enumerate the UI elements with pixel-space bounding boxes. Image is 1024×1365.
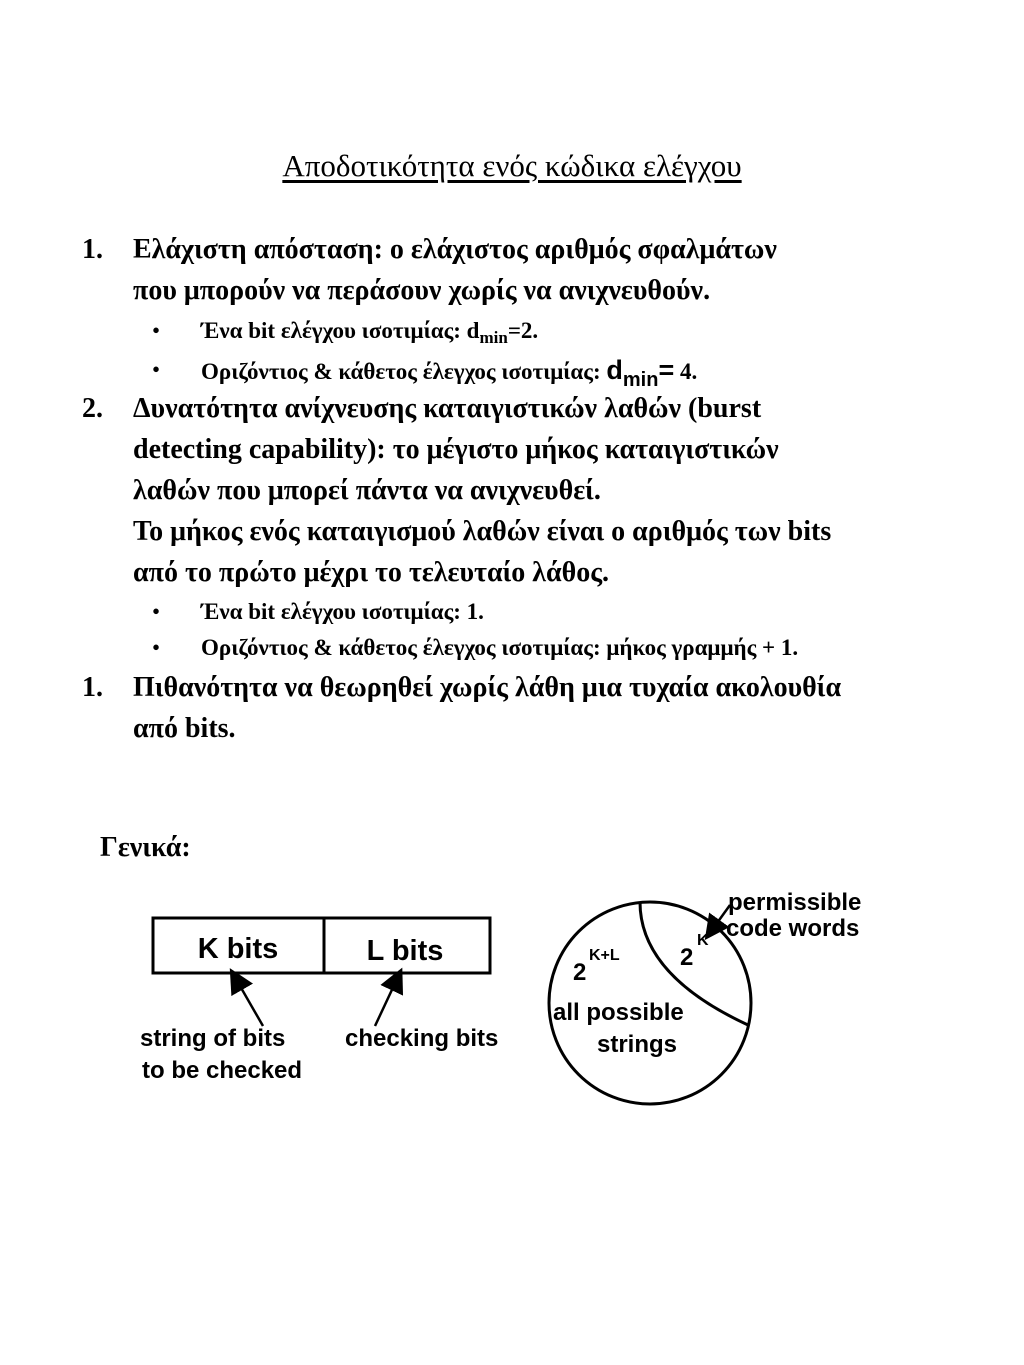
bullet-text: =2. <box>507 318 539 343</box>
item-line: Πιθανότητα να θεωρηθεί χωρίς λάθη μια τυχαία ακολουθία <box>133 672 842 703</box>
page-title: Αποδοτικότητα ενός κώδικα ελέγχου <box>282 148 742 183</box>
k-power-base: 2 <box>680 944 694 971</box>
d-symbol: d <box>606 355 623 385</box>
item-line: που μπορούν να περάσουν χωρίς να ανιχνευθούν. <box>133 275 711 306</box>
general-label: Γενικά: <box>100 832 191 863</box>
bullet-text: Οριζόντιος & κάθετος έλεγχος ισοτιμίας: <box>201 359 607 384</box>
item-line: detecting capability): το μέγιστο μήκος καταιγιστικών <box>133 434 779 465</box>
bullet-icon: • <box>152 635 161 660</box>
arrow-icon <box>375 979 397 1026</box>
bullet-text: Ένα bit ελέγχου ισοτιμίας: 1. <box>201 599 484 624</box>
item-line: Δυνατότητα ανίχνευσης καταιγιστικών λαθών (burst <box>133 393 762 424</box>
checking-bits-label: checking bits <box>345 1025 499 1052</box>
code-words-label: code words <box>726 915 860 942</box>
item-number: 1. <box>82 234 103 265</box>
item-line: από το πρώτο μέχρι το τελευταίο λάθος. <box>133 557 610 588</box>
to-be-checked-label: to be checked <box>142 1057 303 1084</box>
arrow-icon <box>236 979 263 1026</box>
permissible-label: permissible <box>728 889 862 916</box>
bullet-text: Ένα bit ελέγχου ισοτιμίας: d <box>201 318 480 343</box>
subscript: min <box>479 328 508 347</box>
item-line: Ελάχιστη απόσταση: ο ελάχιστος αριθμός σφαλμάτων <box>133 234 777 265</box>
subscript: min <box>622 369 659 391</box>
bullet-text: 4. <box>674 359 698 384</box>
k-bits-label: K bits <box>197 933 279 965</box>
bullet-icon: • <box>152 599 161 624</box>
bullet-icon: • <box>152 318 161 343</box>
item-line: λαθών που μπορεί πάντα να ανιχνευθεί. <box>133 475 601 506</box>
all-possible-label: all possible <box>553 999 684 1026</box>
item-number: 1. <box>82 672 103 703</box>
strings-label: strings <box>597 1031 678 1058</box>
equals-sign: = <box>658 355 675 385</box>
item-line: Το μήκος ενός καταιγισμού λαθών είναι ο αριθμός των bits <box>133 516 832 547</box>
l-bits-label: L bits <box>366 935 444 967</box>
bullet-icon: • <box>152 357 161 382</box>
item-line: από bits. <box>133 713 236 744</box>
k-power-exponent: K <box>697 932 709 949</box>
all-power-exponent: K+L <box>589 947 620 964</box>
bullet-text: Οριζόντιος & κάθετος έλεγχος ισοτιμίας: μήκος γραμμής + 1. <box>201 635 799 660</box>
item-number: 2. <box>82 393 103 424</box>
string-of-bits-label: string of bits <box>140 1025 286 1052</box>
all-power-base: 2 <box>573 959 587 986</box>
